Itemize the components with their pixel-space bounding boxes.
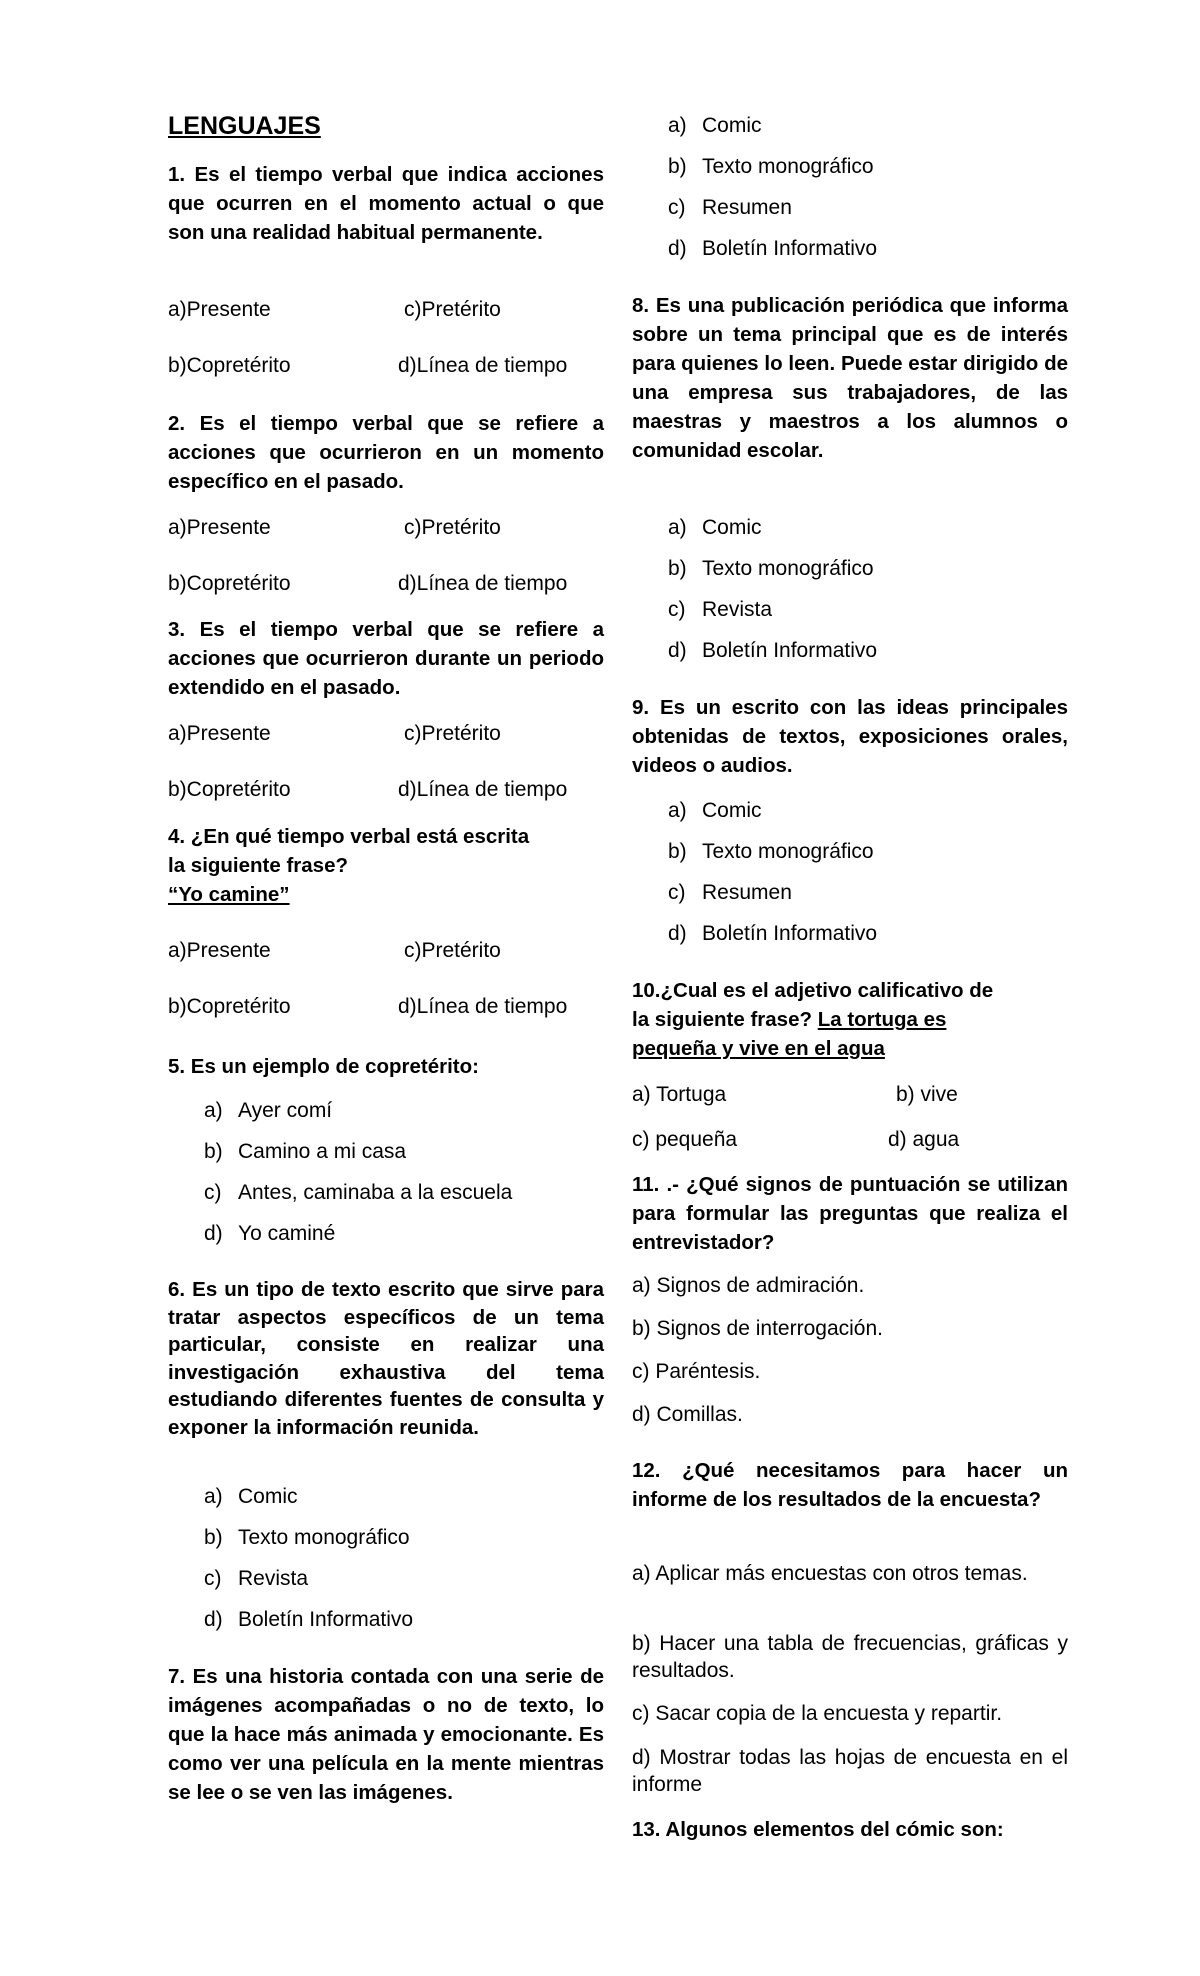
q11-option-b: b) Signos de interrogación. [632,1317,883,1340]
q9-option-d-letter: d) [668,922,687,945]
q9-option-c [668,879,792,907]
q5-option-d [204,1220,335,1248]
question-2: 2. Es el tiempo verbal que se refiere a acciones que ocurrieron en un momento específico en el pasado. [168,412,604,493]
q4-option-d: d)Línea de tiempo [398,995,568,1018]
q7-option-b [668,153,874,181]
q4-phrase: “Yo camine” [168,883,290,906]
q4-option-b: b)Copretérito [168,995,291,1018]
q9-option-b-letter: b) [668,840,687,863]
question-7: 7. Es una historia contada con una serie de imágenes acompañadas o no de texto, lo que la hace más animada y emocionante. Es como ver una película en la mente mientras se lee o se ven las imágenes. [168,1665,604,1804]
q11-option-a: a) Signos de admiración. [632,1274,865,1297]
q10-option-a: a) Tortuga [632,1083,727,1106]
q4-text-line-2: la siguiente frase? [168,854,349,877]
q8-option-b-letter: b) [668,557,687,580]
q6-option-b-text: Texto monográfico [238,1526,410,1549]
q3-options-row-2 [168,776,604,804]
q12-option-b: b) Hacer una tabla de frecuencias, gráficas y resultados. [632,1632,1068,1682]
q7-option-d [668,235,877,263]
question-11: 11. .- ¿Qué signos de puntuación se utilizan para formular las preguntas que realiza el entrevistador? [632,1173,1068,1254]
q9-option-c-letter: c) [668,881,686,904]
q8-option-a-letter: a) [668,516,687,539]
q10-option-b: b) vive [896,1083,958,1106]
q1-option-b: b)Copretérito [168,354,291,377]
q8-option-a-text: Comic [702,516,762,539]
q5-option-c [204,1179,512,1207]
q6-option-a-text: Comic [238,1485,298,1508]
question-10 [632,976,1068,1063]
q2-option-a: a)Presente [168,516,271,539]
q7-option-c-letter: c) [668,196,686,219]
q1-option-c: c)Pretérito [404,298,501,321]
q2-options-row-1 [168,514,604,542]
page-title: LENGUAJES [168,112,321,140]
q2-option-c: c)Pretérito [404,516,501,539]
q7-option-d-text: Boletín Informativo [702,237,878,260]
question-9: 9. Es un escrito con las ideas principales obtenidas de textos, exposiciones orales, videos o audios. [632,696,1068,777]
q7-option-c-text: Resumen [702,196,792,219]
q6-option-d-letter: d) [204,1608,223,1631]
q5-option-c-letter: c) [204,1181,222,1204]
q8-option-b [668,555,874,583]
question-13: 13. Algunos elementos del cómic son: [632,1818,1004,1841]
q7-option-a-text: Comic [702,114,762,137]
q12-option-a: a) Aplicar más encuestas con otros temas. [632,1562,1028,1585]
q10-phrase-part-1: La tortuga es [817,1008,947,1031]
q8-option-d-text: Boletín Informativo [702,639,878,662]
q4-text-line-1: 4. ¿En qué tiempo verbal está escrita [168,825,530,848]
q6-option-c-letter: c) [204,1567,222,1590]
q4-options-row-2 [168,993,604,1021]
q5-option-b-text: Camino a mi casa [238,1140,407,1163]
q3-option-b: b)Copretérito [168,778,291,801]
q8-option-d [668,637,877,665]
question-3: 3. Es el tiempo verbal que se refiere a acciones que ocurrieron durante un periodo extendido en el pasado. [168,618,604,699]
q9-option-d-text: Boletín Informativo [702,922,878,945]
q6-option-d-text: Boletín Informativo [238,1608,414,1631]
question-12: 12. ¿Qué necesitamos para hacer un informe de los resultados de la encuesta? [632,1459,1068,1511]
q7-option-a [668,112,762,140]
q9-option-a-text: Comic [702,799,762,822]
q7-option-b-letter: b) [668,155,687,178]
q9-option-a [668,797,762,825]
q10-options-row-2 [632,1126,1068,1154]
question-8: 8. Es una publicación periódica que informa sobre un tema principal que es de interés para quienes lo leen. Puede estar dirigido de una empresa sus trabajadores, de las maestras y maestros a los alumnos o comunidad escolar. [632,294,1068,462]
q1-options-row-2 [168,352,604,380]
q5-option-a-text: Ayer comí [238,1099,333,1122]
question-4 [168,822,604,909]
question-5: 5. Es un ejemplo de copretérito: [168,1055,479,1078]
q8-option-c [668,596,772,624]
q5-option-b [204,1138,406,1166]
q4-option-a: a)Presente [168,939,271,962]
q3-option-c: c)Pretérito [404,722,501,745]
q3-options-row-1 [168,720,604,748]
q12-option-c: c) Sacar copia de la encuesta y repartir. [632,1702,1003,1725]
q9-option-b-text: Texto monográfico [702,840,874,863]
q8-option-c-text: Revista [702,598,773,621]
q1-options-row-1 [168,296,604,324]
q10-text-line-2-plain: la siguiente frase? [632,1008,813,1031]
q7-option-b-text: Texto monográfico [702,155,874,178]
q9-option-c-text: Resumen [702,881,792,904]
q5-option-b-letter: b) [204,1140,223,1163]
q6-option-c [204,1565,308,1593]
q7-option-d-letter: d) [668,237,687,260]
question-6: 6. Es un tipo de texto escrito que sirve para tratar aspectos específicos de un tema particular, consiste en realizar una investigación exhaustiva del tema estudiando diferentes fuentes de consulta y exponer la información reunida. [168,1278,604,1439]
q11-option-c: c) Paréntesis. [632,1360,761,1383]
q5-option-d-letter: d) [204,1222,223,1245]
q10-option-d: d) agua [888,1128,960,1151]
q6-option-b [204,1524,410,1552]
q5-option-d-text: Yo caminé [238,1222,336,1245]
q12-option-d: d) Mostrar todas las hojas de encuesta en el informe [632,1746,1068,1796]
q8-option-a [668,514,762,542]
q2-options-row-2 [168,570,604,598]
q4-option-c: c)Pretérito [404,939,501,962]
q2-option-b: b)Copretérito [168,572,291,595]
q2-option-d: d)Línea de tiempo [398,572,568,595]
q9-option-a-letter: a) [668,799,687,822]
q6-option-c-text: Revista [238,1567,309,1590]
q6-option-d [204,1606,413,1634]
q10-option-c: c) pequeña [632,1128,738,1151]
q10-text-line-2 [632,1005,1068,1034]
q8-option-c-letter: c) [668,598,686,621]
q5-option-a-letter: a) [204,1099,223,1122]
q10-text-line-1: 10.¿Cual es el adjetivo calificativo de [632,979,994,1002]
question-1: 1. Es el tiempo verbal que indica acciones que ocurren en el momento actual o que son una realidad habitual permanente. [168,163,604,244]
q7-option-c [668,194,792,222]
q8-option-d-letter: d) [668,639,687,662]
q5-option-a [204,1097,332,1125]
q6-option-b-letter: b) [204,1526,223,1549]
q9-option-d [668,920,877,948]
q4-options-row-1 [168,937,604,965]
q6-option-a [204,1483,298,1511]
q3-option-a: a)Presente [168,722,271,745]
q10-options-row-1 [632,1081,1068,1109]
q10-phrase-part-2: pequeña y vive en el agua [632,1037,885,1060]
q11-option-d: d) Comillas. [632,1403,743,1426]
q3-option-d: d)Línea de tiempo [398,778,568,801]
q5-option-c-text: Antes, caminaba a la escuela [238,1181,513,1204]
q1-option-d: d)Línea de tiempo [398,354,568,377]
q6-option-a-letter: a) [204,1485,223,1508]
q7-option-a-letter: a) [668,114,687,137]
q8-option-b-text: Texto monográfico [702,557,874,580]
q9-option-b [668,838,874,866]
q1-option-a: a)Presente [168,298,271,321]
